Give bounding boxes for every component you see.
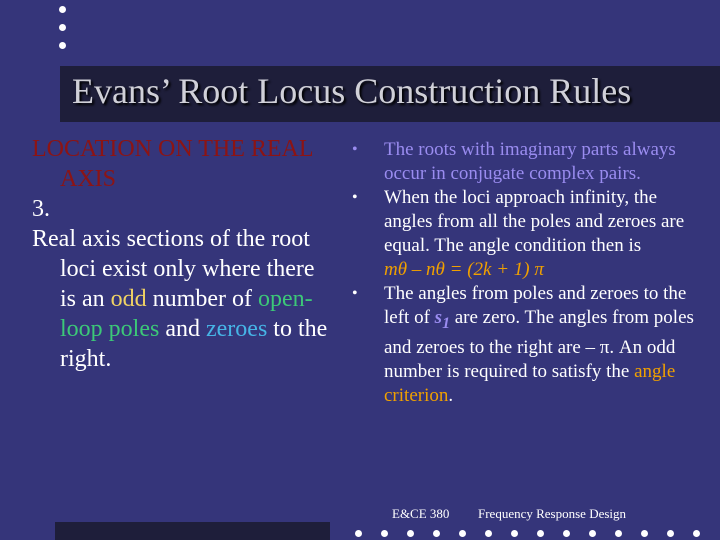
bullet-text: . <box>448 384 454 406</box>
dot <box>485 530 492 537</box>
rule-text-part: number of <box>146 286 258 312</box>
bullet-text: When the loci approach infinity, the angles from all the poles and zeroes are equal. The angle condition then is <box>384 187 685 256</box>
rule-number: 3. <box>32 196 50 222</box>
right-column <box>352 138 697 408</box>
slide-title: Evans’ Root Locus Construction Rules <box>72 71 632 111</box>
bullet-text: The roots with imaginary parts always occur in conjugate complex pairs. <box>384 139 676 184</box>
bullet-text: The angles from poles and zeroes to the left of <box>384 283 687 328</box>
dot <box>641 530 648 537</box>
left-column <box>32 134 332 374</box>
bullet-infinity <box>352 186 697 282</box>
dot <box>693 530 700 537</box>
dot <box>667 530 674 537</box>
bullet-mark: • <box>352 141 358 158</box>
section-heading: LOCATION ON THE REAL AXIS <box>32 136 313 192</box>
bottom-bar <box>55 522 330 540</box>
odd-highlight: odd <box>110 286 147 312</box>
bullet-text: are zero. The angles from poles and zeroes to the right are – π. An odd number is required to satisfy the <box>384 307 694 382</box>
zeroes-highlight: zeroes <box>206 316 268 342</box>
dot <box>459 530 466 537</box>
bullet-mark: • <box>352 189 358 206</box>
angle-criterion-highlight: angle criterion <box>384 360 676 406</box>
dot <box>537 530 544 537</box>
dot <box>433 530 440 537</box>
rule-text-part: and <box>159 316 206 342</box>
s1-symbol <box>434 307 450 332</box>
dot <box>381 530 388 537</box>
footer-topic: Frequency Response Design <box>478 506 627 521</box>
dot <box>355 530 362 537</box>
dot <box>59 6 66 13</box>
bullet-mark: • <box>352 285 358 302</box>
dot <box>511 530 518 537</box>
bullet-angles <box>352 282 697 408</box>
footer-course: E&CE 380 <box>392 506 450 521</box>
open-loop-highlight: open-loop <box>60 286 313 342</box>
s-subscript: 1 <box>442 314 450 332</box>
dot <box>59 24 66 31</box>
dot <box>563 530 570 537</box>
rule-text-part: Real axis sections of the root loci exist only where there is an <box>32 226 315 312</box>
rule-text-part: to the right. <box>60 316 328 372</box>
rule-text <box>32 224 332 374</box>
bullet-conjugate-pairs <box>352 138 697 186</box>
poles-highlight: poles <box>108 316 160 342</box>
dot <box>615 530 622 537</box>
dot <box>59 42 66 49</box>
dot <box>589 530 596 537</box>
s-letter: s <box>434 307 443 328</box>
angle-formula: mθ – nθ = (2k + 1) π <box>384 259 544 280</box>
dot <box>407 530 414 537</box>
